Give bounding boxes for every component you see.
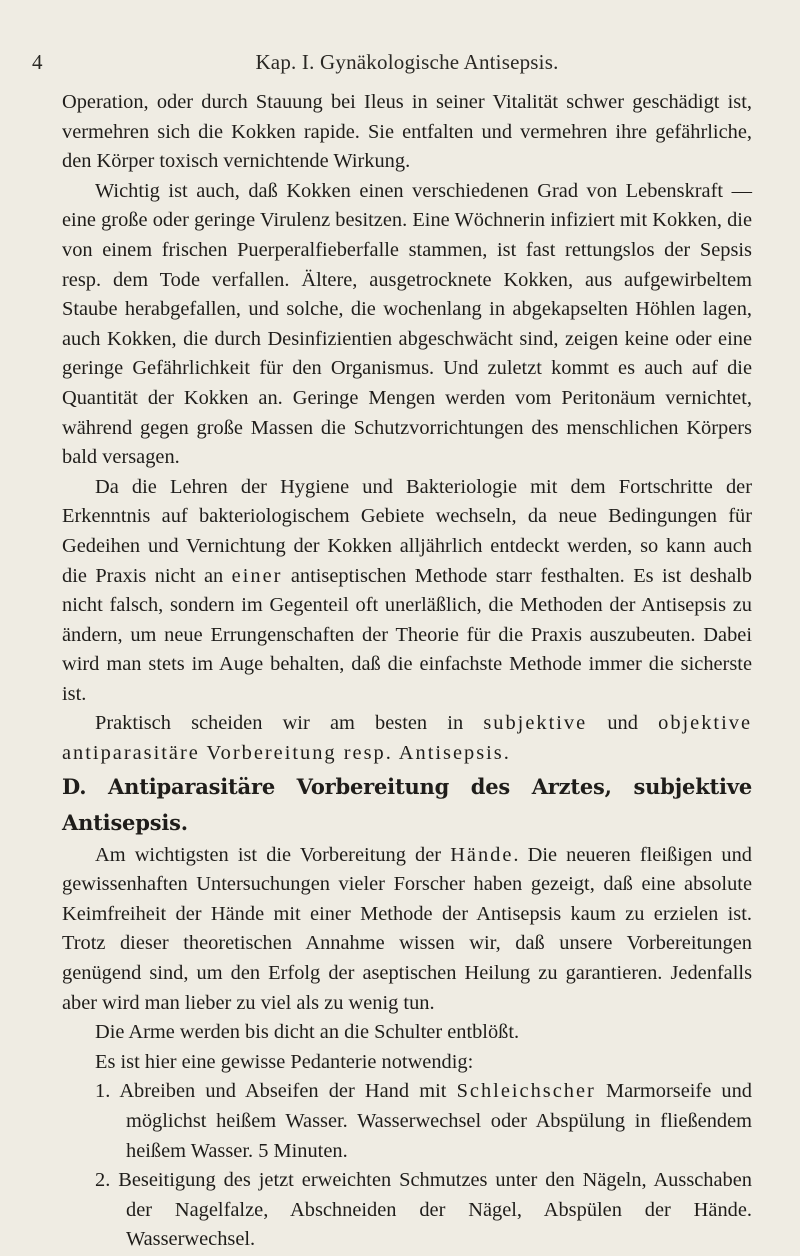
list-item <box>62 1077 752 1166</box>
paragraph-text: Da die Lehren der Hygiene und Bakteriologie mit dem Fortschritte der Erkenntnis auf bakteriologischem Gebiete wechseln, da neue Bedingungen für Gedeihen und Vernichtung der Kokken alljährlich entdeckt werden, so kann auch die Praxis nicht an <box>62 475 752 587</box>
paragraph <box>62 473 752 710</box>
emphasized-word: einer <box>231 564 283 587</box>
list-text: Beseitigung des jetzt erweichten Schmutzes unter den Nägeln, Ausschaben der Nagelfalze, Abschneiden der Nägel, Abspülen der Hände. Wasserwechsel. <box>118 1169 752 1251</box>
list-item <box>62 1166 752 1255</box>
paragraph <box>62 709 752 768</box>
page-number: 4 <box>32 50 43 74</box>
list-text: Abreiben und Abseifen der Hand mit <box>119 1080 457 1103</box>
list-number: 2. <box>95 1169 111 1192</box>
paragraph: Es ist hier eine gewisse Pedanterie notwendig: <box>95 1050 474 1073</box>
body-text <box>62 88 752 1255</box>
paragraph-text: Am wichtigsten ist die Vorbereitung der <box>95 843 451 866</box>
paragraph-text: . Die neueren fleißigen und gewissenhaften Untersuchungen vieler Forscher haben gezeigt, daß eine absolute Keimfreiheit der Hände mit einer Methode der Antisepsis kaum zu erzielen ist. Trotz dieser theoretischen Annahme wissen wir, daß unsere Vorbereitungen genügend sind, um den Erfolg der aseptischen Heilung zu garantieren. Jedenfalls aber wird man lieber zu viel als zu wenig tun. <box>62 843 752 1014</box>
paragraph-text: und <box>587 712 659 735</box>
list-number: 1. <box>95 1080 111 1103</box>
running-head: Kap. I. Gynäkologische Antisepsis. <box>255 50 559 74</box>
page-header <box>32 50 752 80</box>
paragraph: Operation, oder durch Stauung bei Ileus in seiner Vitalität schwer geschädigt ist, vermehren sich die Kokken rapide. Sie entfalten und vermehren ihre gefährliche, den Körper toxisch vernichtende Wirkung. <box>62 91 752 173</box>
section-heading: D. Antiparasitäre Vorbereitung des Arztes, subjektive Antisepsis. <box>62 773 752 835</box>
paragraph <box>62 841 752 1019</box>
emphasized-word: subjektive <box>483 712 588 735</box>
paragraph-text: Praktisch scheiden wir am besten in <box>95 712 484 735</box>
paragraph: Wichtig ist auch, daß Kokken einen verschiedenen Grad von Lebenskraft — eine große oder geringe Virulenz besitzen. Eine Wöchnerin infiziert mit Kokken, die von einem frischen Puerperalfieberfalle stammen, ist fast rettungslos der Sepsis resp. dem Tode verfallen. Ältere, ausgetrocknete Kokken, aus aufgewirbeltem Staube herabgefallen, und solche, die wochenlang in abgekapselten Höhlen lagen, auch Kokken, die durch Desinfizientien abgeschwächt sind, zeigen keine oder eine geringe Gefährlichkeit für den Organismus. Und zuletzt kommt es auch auf die Quantität der Kokken an. Geringe Mengen werden vom Peritonäum vernichtet, während gegen große Massen die Schutzvorrichtungen des menschlichen Körpers bald versagen. <box>62 179 752 469</box>
emphasized-word: Hände <box>450 843 514 866</box>
paragraph-text: antiseptischen Methode starr festhalten. Es ist deshalb nicht falsch, sondern im Gegenteil oft unerläßlich, die Methoden der Antisepsis zu ändern, um neue Errungenschaften der Theorie für die Praxis auszubeuten. Dabei wird man stets im Auge behalten, daß die einfachste Methode immer die sicherste ist. <box>62 564 753 705</box>
emphasized-name: Schleichscher <box>456 1080 596 1103</box>
paragraph: Die Arme werden bis dicht an die Schulter entblößt. <box>95 1021 520 1044</box>
emphasized-phrase: objektive antiparasitäre Vorbereitung resp. Antisepsis. <box>62 712 753 765</box>
book-page <box>32 50 753 1255</box>
list-text: Marmorseife und möglichst heißem Wasser. Wasserwechsel oder Abspülung in fließendem heißem Wasser. 5 Minuten. <box>126 1080 752 1162</box>
